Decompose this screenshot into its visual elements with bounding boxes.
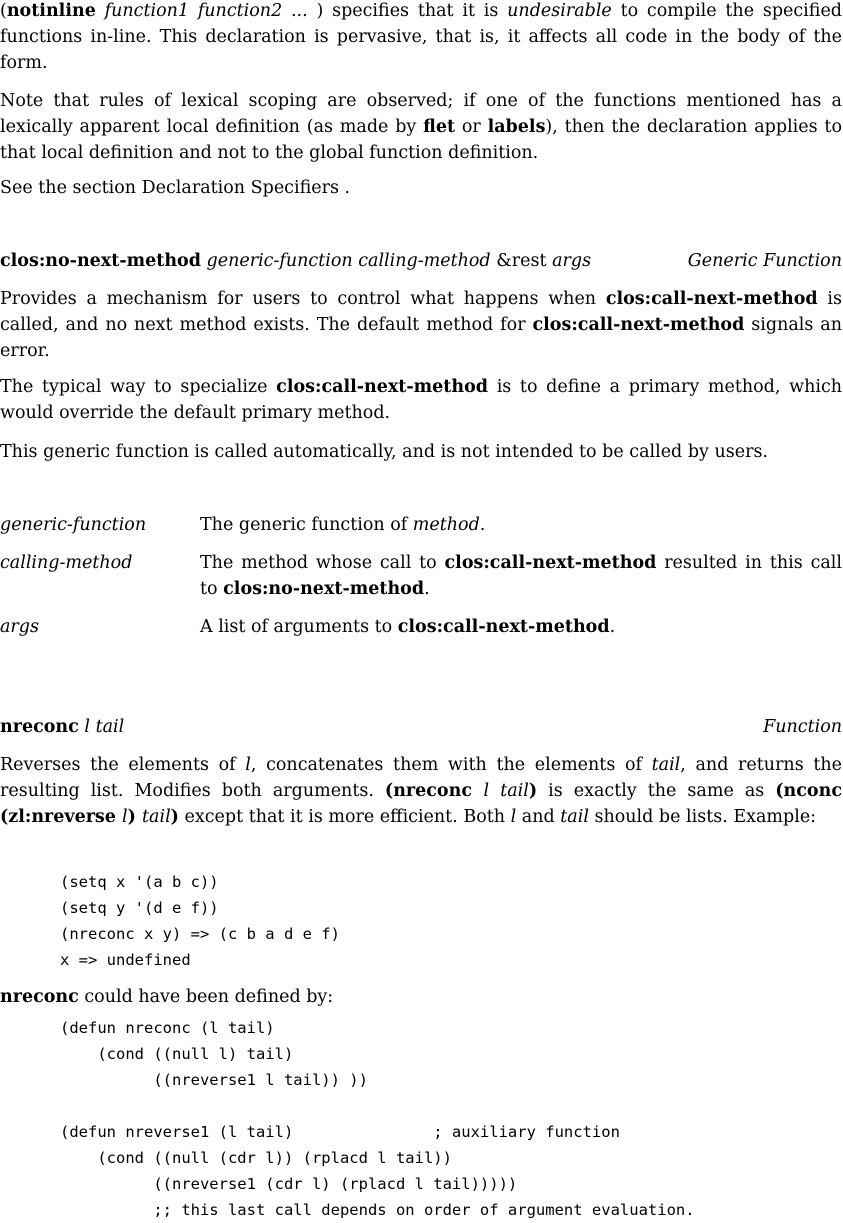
arg-term: generic-function [0,515,147,535]
arg-definition: The method whose call to clos:call-next-method resulted in this call to clos:no-next-method. [200,553,842,599]
notinline-args: function1 function2 ... [104,1,308,21]
function-arg: tail [95,717,125,737]
nreconc-example-code: (setq x '(a b c)) (setq y '(d e f)) (nreconc x y) => (c b a d e f) x => undefined [60,873,340,969]
nreconc-heading [0,714,842,740]
rest-arg: args [552,251,592,271]
paren-close: ) [307,1,324,21]
no-next-method-auto-paragraph: This generic function is called automatically, and is not intended to be called by users. [0,442,768,462]
rest-keyword: &rest [496,251,547,271]
lexical-scoping-paragraph: Note that rules of lexical scoping are observed; if one of the functions mentioned has a lexically apparent local definition (as made by flet or labels), then the declaration applies to that local definition and not to the global function definition. [0,91,842,163]
notinline-paragraph: (notinline function1 function2 ... ) specifies that it is undesirable to compile the specified functions in-line. This declaration is pervasive, that is, it affects all code in the body of the form. [0,1,843,73]
paren-open: ( [0,1,7,21]
nreconc-definition-code: (defun nreconc (l tail) (cond ((null l) tail) ((nreverse1 l tail)) )) (defun nreverse1 (l tail) ; auxiliary function (cond ((null (cdr l)) (rplacd l tail)) ((nreverse1 (cdr l) (rplacd l tail))))) ;; this last call depends on order of argument evaluation. [60,1019,695,1219]
arg-term: args [0,617,39,637]
no-next-method-specialize-paragraph: The typical way to specialize clos:call-next-method is to define a primary method, which would override the default primary method. [0,377,843,423]
flet-term: flet [423,117,456,137]
function-arg: l [84,717,90,737]
nreconc-description: Reverses the elements of l, concatenates them with the elements of tail, and returns the resulting list. Modifies both arguments. (nreconc l tail) is exactly the same as (nconc (zl:nreverse l) tail) except that it is more efficient. Both l and tail should be lists. Example: [0,755,842,827]
function-args: generic-function calling-method [206,251,491,271]
see-section-paragraph: See the section Declaration Specifiers . [0,178,351,198]
entry-kind: Generic Function [687,251,842,271]
no-next-method-heading [0,248,842,274]
function-name: nreconc [0,717,79,737]
entry-kind: Function [763,717,842,737]
arg-term: calling-method [0,553,133,573]
arg-definition: A list of arguments to clos:call-next-method. [200,617,616,637]
notinline-term: notinline [6,1,96,21]
emphasis-undesirable: undesirable [507,1,612,21]
labels-term: labels [487,117,546,137]
function-name: clos:no-next-method [0,251,201,271]
nreconc-definition-intro: nreconc could have been defined by: [0,987,334,1007]
no-next-method-signature [0,248,591,274]
nreconc-signature [0,714,124,740]
no-next-method-description: Provides a mechanism for users to control what happens when clos:call-next-method is called, and no next method exists. The default method for clos:call-next-method signals an error. [0,289,842,361]
arg-definition: The generic function of method. [200,515,486,535]
